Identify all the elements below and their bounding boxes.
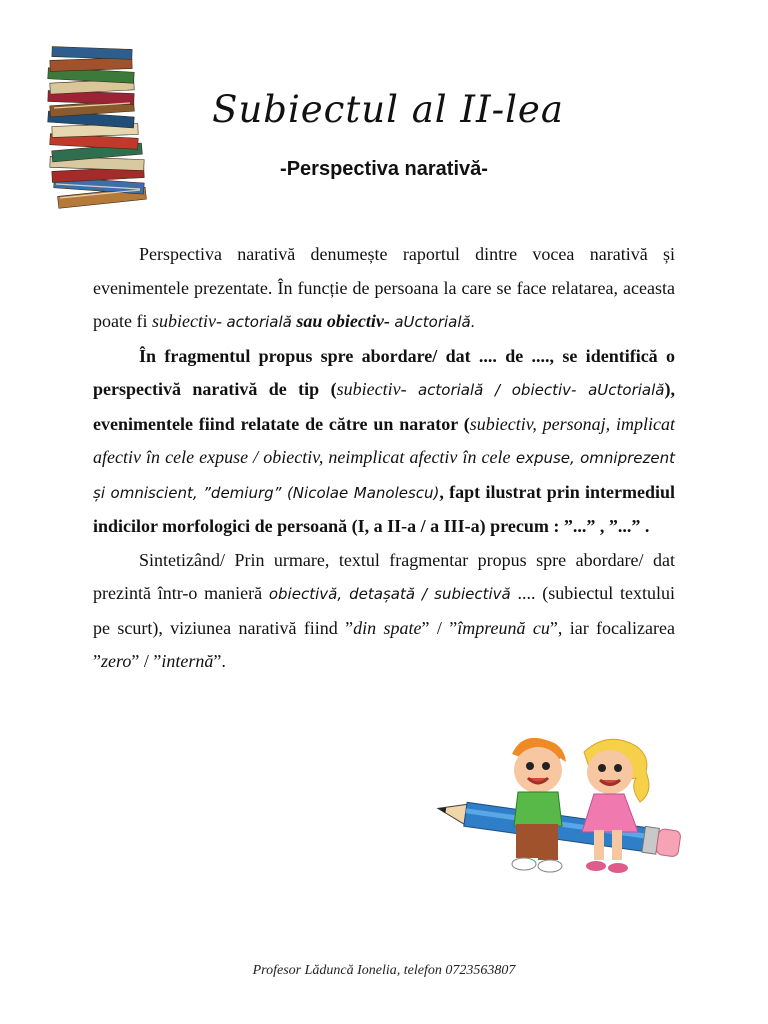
p3-text-1: Sintetizând/ Prin urmare, textul fragmentar propus spre abordare/ dat prezintă într-o manieră [93,549,675,603]
page-subtitle: -Perspectiva narativă- [280,158,488,180]
p3-text-3: ” / ” [421,617,458,638]
body-text [93,238,675,679]
p3-italic-3: împreună cu [457,617,550,638]
kids-on-pencil-illustration [434,726,690,892]
p1-italic-4: aUctorială. [394,313,476,331]
p1-italic-3: sau obiectiv- [291,311,395,331]
p3-italic-5: internă [161,651,214,671]
paragraph-2 [93,340,675,544]
p3-italic-2: din spate [353,617,422,638]
p2-italic-2: actorială / obiectiv- aUctorială [417,381,665,399]
p2-text-1: În fragmentul propus spre abordare/ dat .... de ...., se identifică o perspectivă narativă de tip ( [93,345,675,399]
p3-text-5: ” / ” [131,651,162,671]
footer-credit: Profesor Lăduncă Ionelia, telefon 0723563807 [252,963,516,978]
p1-text: Perspectiva narativă denumește raportul dintre vocea narativă și evenimentele prezentate. În funcție de persoana la care se face relatarea, aceasta poate fi [93,244,675,331]
page-title: Subiectul al II-lea [212,88,564,131]
p2-text-2: ), evenimentele fiind relatate de către un narator ( [93,379,675,434]
p3-text-4: ”, iar focalizarea ” [93,617,675,671]
paragraph-1 [93,238,675,340]
p2-italic-1: subiectiv- [336,379,418,399]
p3-text-6: ”. [213,651,226,671]
p3-italic-1: obiectivă, detașată / subiectivă [268,585,511,603]
p2-italic-3: subiectiv, personaj, implicat afectiv în cele expuse / obiectiv, neimplicat afectiv în cele [93,413,675,467]
p3-text-2: .... (subiectul textului pe scurt), viziunea narativă fiind ” [93,583,676,638]
p2-text-3: , fapt ilustrat prin intermediul indicilor morfologici de persoană (I, a II-a / a III-a) precum : ”...” , ”...” . [93,481,675,536]
p3-italic-4: zero [101,651,132,671]
paragraph-3 [93,544,675,679]
p1-italic-2: actorială [226,313,292,331]
p2-italic-4: expuse, omniprezent și omniscient, ”demiurg” (Nicolae Manolescu) [93,449,675,502]
p1-italic-1: subiectiv- [151,311,227,331]
